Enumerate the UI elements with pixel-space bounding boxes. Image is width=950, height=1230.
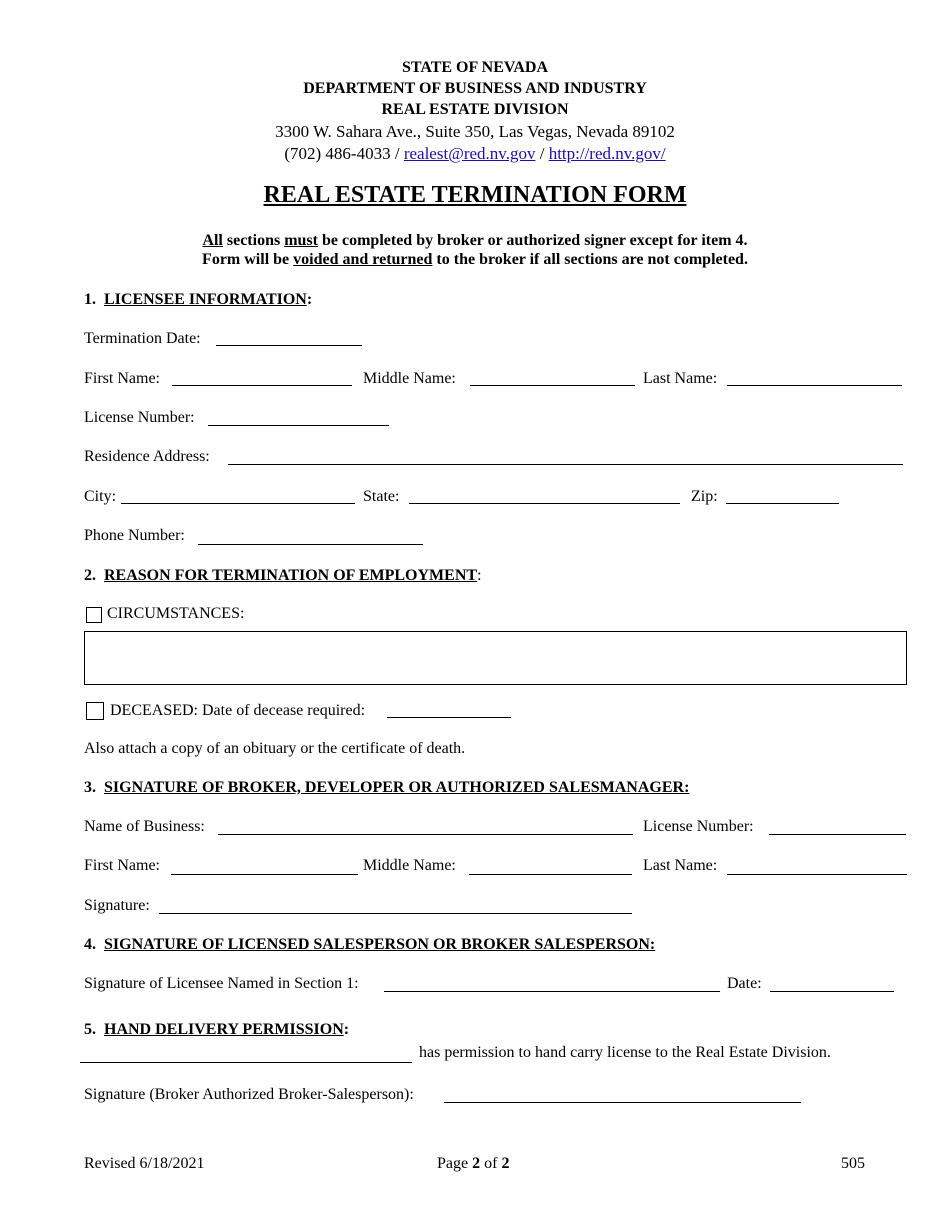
licensee-first-name-field[interactable] xyxy=(172,385,352,386)
residence-address-field[interactable] xyxy=(228,464,903,465)
circumstances-checkbox[interactable] xyxy=(86,607,102,623)
section-3-heading xyxy=(84,779,689,797)
instruction-emphasis: must xyxy=(284,232,318,249)
broker-signature-field[interactable] xyxy=(159,913,632,914)
section-title: REASON FOR TERMINATION OF EMPLOYMENT xyxy=(104,567,478,584)
hand-carry-person-field[interactable] xyxy=(80,1062,412,1063)
section-title: SIGNATURE OF LICENSED SALESPERSON OR BROKER SALESPERSON: xyxy=(104,936,656,953)
agency-state: STATE OF NEVADA xyxy=(401,59,549,76)
broker-last-name-field[interactable] xyxy=(727,874,907,875)
email-link[interactable]: realest@red.nv.gov xyxy=(403,144,536,163)
date-of-decease-field[interactable] xyxy=(387,717,511,718)
section-number: 5. xyxy=(84,1021,96,1038)
deceased-label: DECEASED: Date of decease required: xyxy=(110,702,366,719)
licensee-first-name-label: First Name: xyxy=(84,370,160,387)
page-word: Page xyxy=(437,1155,473,1172)
revised-date: Revised 6/18/2021 xyxy=(84,1155,205,1172)
licensee-signature-field[interactable] xyxy=(384,991,720,992)
section-colon: : xyxy=(306,291,313,308)
instruction-text: to the broker if all sections are not completed. xyxy=(432,251,748,268)
page-total: 2 xyxy=(501,1155,510,1172)
agency-division: REAL ESTATE DIVISION xyxy=(381,101,569,118)
instruction-text: sections xyxy=(222,232,285,249)
broker-license-number-field[interactable] xyxy=(769,834,906,835)
agency-department: DEPARTMENT OF BUSINESS AND INDUSTRY xyxy=(303,80,647,97)
circumstances-textarea[interactable] xyxy=(84,631,907,685)
deceased-checkbox[interactable] xyxy=(86,702,104,720)
licensee-signature-label: Signature of Licensee Named in Section 1: xyxy=(84,975,359,992)
page-indicator xyxy=(437,1155,509,1173)
section-4-heading xyxy=(84,936,655,954)
agency-contact-line xyxy=(0,143,950,164)
website-link[interactable]: http://red.nv.gov/ xyxy=(548,144,666,163)
licensee-license-number-label: License Number: xyxy=(84,409,195,426)
separator: / xyxy=(535,144,549,163)
broker-middle-name-label: Middle Name: xyxy=(363,857,456,874)
section-number: 2. xyxy=(84,567,96,584)
state-field[interactable] xyxy=(409,503,680,504)
licensee-middle-name-field[interactable] xyxy=(470,385,635,386)
section-colon: : xyxy=(343,1021,350,1038)
city-label: City: xyxy=(84,488,117,505)
broker-authorized-signature-label: Signature (Broker Authorized Broker-Salesperson): xyxy=(84,1086,414,1103)
broker-last-name-label: Last Name: xyxy=(643,857,718,874)
instruction-text: Form will be xyxy=(202,251,294,268)
termination-date-label: Termination Date: xyxy=(84,330,201,347)
section-title: LICENSEE INFORMATION xyxy=(104,291,307,308)
obituary-note: Also attach a copy of an obituary or the certificate of death. xyxy=(84,740,466,757)
instruction-emphasis: voided and returned xyxy=(293,251,433,268)
section-2-heading xyxy=(84,567,482,585)
section-colon: : xyxy=(477,567,482,584)
instructions-line-2 xyxy=(0,249,950,270)
form-title: REAL ESTATE TERMINATION FORM xyxy=(263,182,687,208)
phone-number-label: Phone Number: xyxy=(84,527,185,544)
termination-date-field[interactable] xyxy=(216,345,362,346)
separator: / xyxy=(390,144,404,163)
broker-signature-label: Signature: xyxy=(84,897,150,914)
city-field[interactable] xyxy=(121,503,355,504)
broker-middle-name-field[interactable] xyxy=(469,874,632,875)
instruction-text: be completed by broker or authorized signer except for item 4. xyxy=(317,232,748,249)
licensee-last-name-label: Last Name: xyxy=(643,370,718,387)
licensee-license-number-field[interactable] xyxy=(208,425,389,426)
hand-carry-permission-text: has permission to hand carry license to the Real Estate Division. xyxy=(419,1044,831,1061)
broker-license-number-label: License Number: xyxy=(643,818,754,835)
phone-number-field[interactable] xyxy=(198,544,423,545)
section-1-heading xyxy=(84,291,312,309)
zip-field[interactable] xyxy=(726,503,839,504)
section-title: HAND DELIVERY PERMISSION xyxy=(104,1021,344,1038)
broker-first-name-label: First Name: xyxy=(84,857,160,874)
form-number: 505 xyxy=(841,1155,865,1172)
licensee-last-name-field[interactable] xyxy=(727,385,902,386)
section-number: 3. xyxy=(84,779,96,796)
residence-address-label: Residence Address: xyxy=(84,448,210,465)
section-5-heading xyxy=(84,1021,349,1039)
instructions-line-1 xyxy=(0,230,950,251)
business-name-label: Name of Business: xyxy=(84,818,205,835)
state-label: State: xyxy=(363,488,400,505)
page-of: of xyxy=(480,1155,502,1172)
business-name-field[interactable] xyxy=(218,834,633,835)
zip-label: Zip: xyxy=(691,488,718,505)
broker-authorized-signature-field[interactable] xyxy=(444,1102,801,1103)
licensee-middle-name-label: Middle Name: xyxy=(363,370,456,387)
broker-first-name-field[interactable] xyxy=(171,874,358,875)
section-number: 4. xyxy=(84,936,96,953)
licensee-signature-date-label: Date: xyxy=(727,975,762,992)
page-current: 2 xyxy=(472,1155,481,1172)
section-number: 1. xyxy=(84,291,96,308)
agency-address: 3300 W. Sahara Ave., Suite 350, Las Vegas, Nevada 89102 xyxy=(275,122,675,141)
circumstances-label: CIRCUMSTANCES: xyxy=(107,605,245,622)
instruction-emphasis: All xyxy=(202,232,223,249)
licensee-signature-date-field[interactable] xyxy=(770,991,894,992)
section-title: SIGNATURE OF BROKER, DEVELOPER OR AUTHORIZED SALESMANAGER: xyxy=(104,779,690,796)
agency-phone: (702) 486-4033 xyxy=(284,144,391,163)
